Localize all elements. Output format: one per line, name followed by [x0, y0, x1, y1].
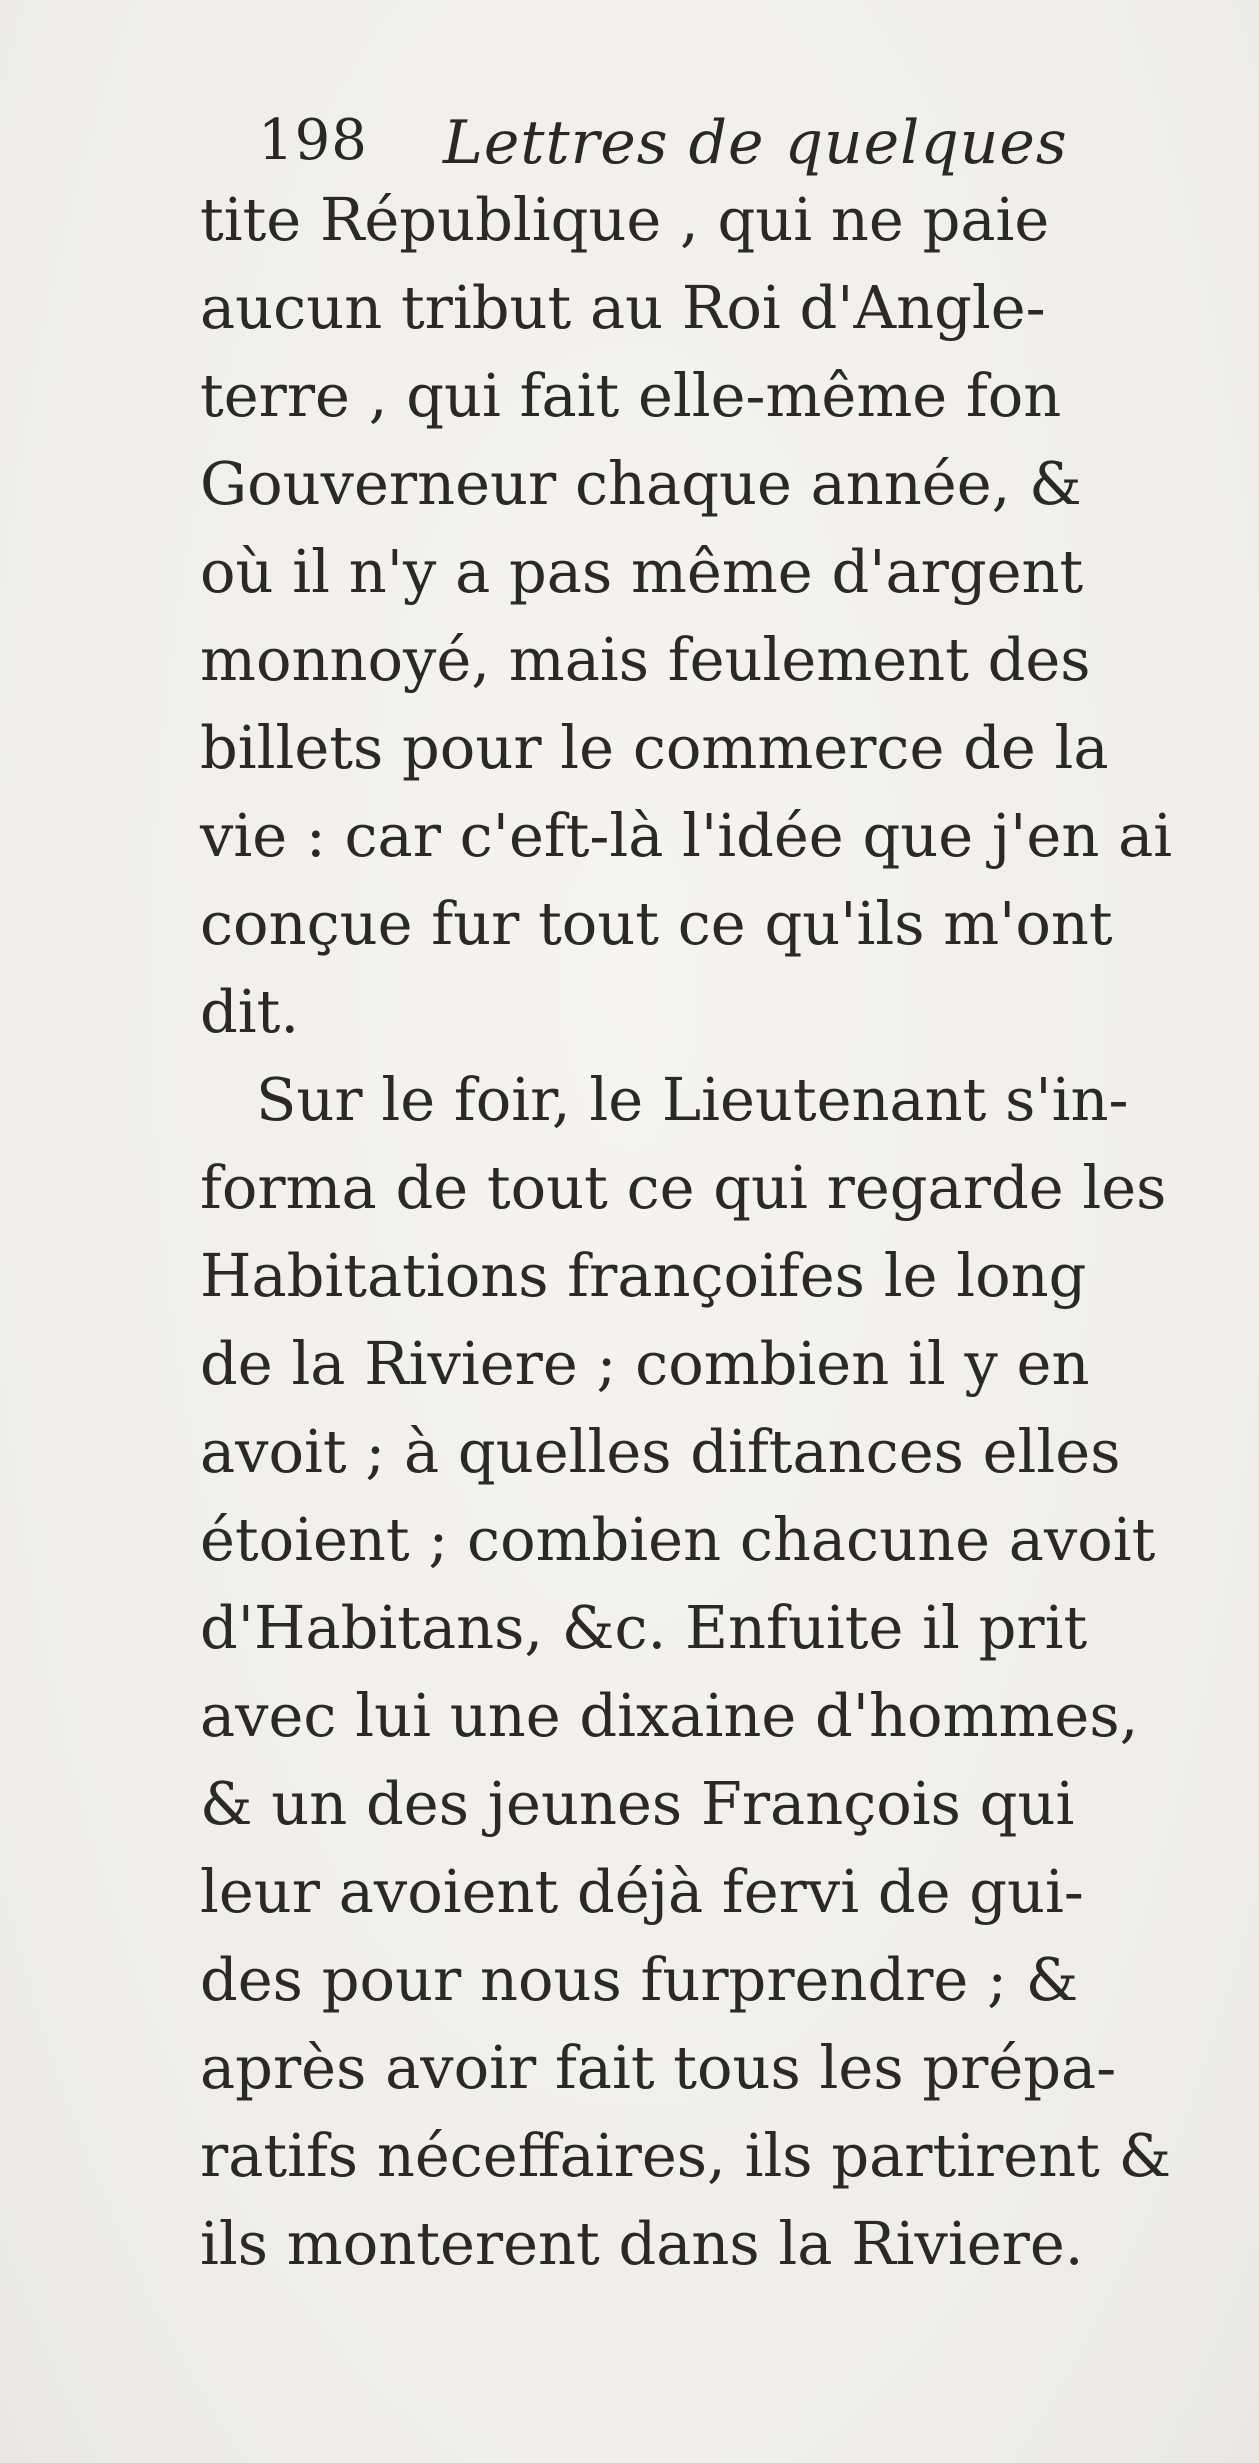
text-line: après avoir fait tous les prépa- [200, 2033, 1117, 2102]
text-line: leur avoient déjà fervi de gui- [200, 1857, 1084, 1926]
text-line: & un des jeunes François qui [200, 1769, 1075, 1838]
text-line: des pour nous furprendre ; & [200, 1945, 1079, 2014]
text-line: d'Habitans, &c. Enfuite il prit [200, 1593, 1088, 1662]
running-title: Lettres de quelques [443, 108, 1068, 178]
text-line: ratifs néceffaires, ils partirent & [200, 2121, 1172, 2190]
text-line: aucun tribut au Roi d'Angle- [200, 273, 1046, 342]
text-line: dit. [200, 977, 300, 1046]
text-line: de la Riviere ; combien il y en [200, 1329, 1090, 1398]
text-line: ils monterent dans la Riviere. [200, 2209, 1084, 2278]
text-line: Gouverneur chaque année, & [200, 449, 1082, 518]
running-head [258, 108, 1158, 188]
text-line: billets pour le commerce de la [200, 713, 1109, 782]
text-line: terre , qui fait elle-même fon [200, 361, 1062, 430]
paragraph-first-line: Sur le foir, le Lieutenant s'in- [256, 1065, 1129, 1134]
text-line: avec lui une dixaine d'hommes, [200, 1681, 1139, 1750]
text-line: où il n'y a pas même d'argent [200, 537, 1084, 606]
text-line: Habitations françoifes le long [200, 1241, 1087, 1310]
text-line: tite République , qui ne paie [200, 185, 1050, 254]
page-number: 198 [258, 108, 368, 173]
text-line: forma de tout ce qui regarde les [200, 1153, 1167, 1222]
text-line: monnoyé, mais feulement des [200, 625, 1091, 694]
text-line: conçue fur tout ce qu'ils m'ont [200, 889, 1113, 958]
text-line: vie : car c'eft-là l'idée que j'en ai [200, 801, 1173, 870]
text-line: étoient ; combien chacune avoit [200, 1505, 1156, 1574]
text-line: avoit ; à quelles diftances elles [200, 1417, 1121, 1486]
